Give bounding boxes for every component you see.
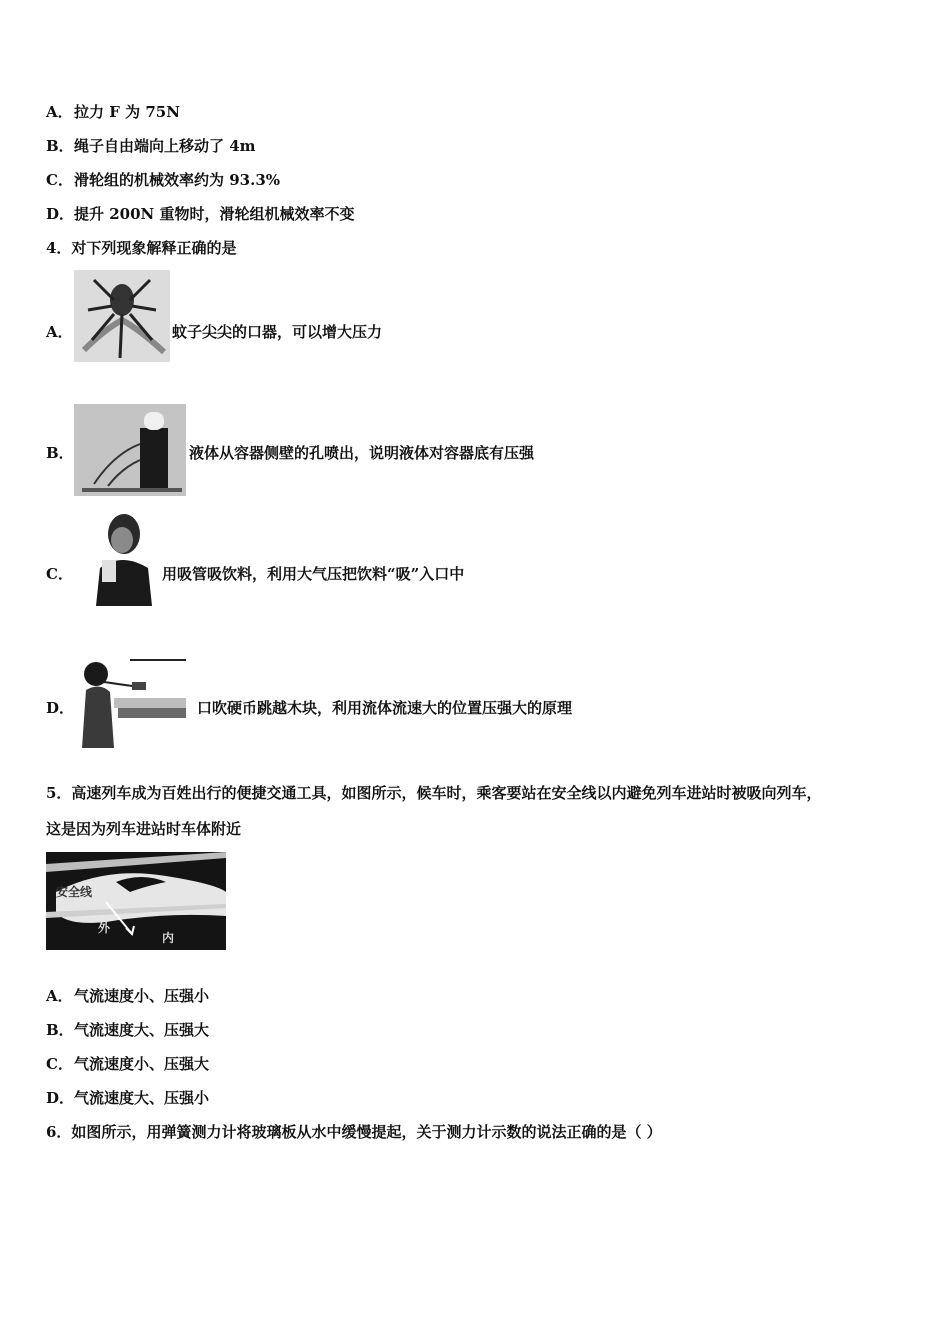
q3-option-d: D．提升 200N 重物时，滑轮组机械效率不变 (46, 205, 355, 223)
safety-line-label: 安全线 (56, 885, 93, 899)
q4-option-c-letter: C． (46, 565, 73, 583)
q5-option-b: B．气流速度大、压强大 (46, 1021, 210, 1039)
q3-option-b: B．绳子自由端向上移动了 4m (46, 137, 256, 155)
q4-option-a-text: 蚊子尖尖的口器，可以增大压力 (172, 323, 383, 341)
q6-stem: 6．如图所示，用弹簧测力计将玻璃板从水中缓慢提起，关于测力计示数的说法正确的是（ ） (46, 1123, 662, 1141)
q4-option-c-text: 用吸管吸饮料，利用大气压把饮料“吸”入口中 (162, 565, 465, 583)
q4-stem: 4．对下列现象解释正确的是 (46, 239, 237, 257)
q5-stem-line1: 5．高速列车成为百姓出行的便捷交通工具，如图所示，候车时，乘客要站在安全线以内避免列车进站时被吸向列车， (46, 784, 822, 802)
train-platform-figure (46, 852, 226, 950)
blow-coin-figure (74, 656, 188, 748)
q5-stem-line2: 这是因为列车进站时车体附近 (46, 820, 242, 838)
q4-option-b-text: 液体从容器侧壁的孔喷出，说明液体对容器底有压强 (189, 444, 535, 462)
outer-label: 外 (98, 921, 111, 935)
q4-option-b-letter: B． (46, 444, 74, 462)
q4-option-d-text: 口吹硬币跳越木块，利用流体流速大的位置压强大的原理 (197, 699, 573, 717)
q4-option-d-letter: D． (46, 699, 75, 717)
inner-label: 内 (162, 931, 175, 945)
mosquito-figure (74, 270, 170, 362)
q5-option-d: D．气流速度大、压强小 (46, 1089, 210, 1107)
q5-option-c: C．气流速度小、压强大 (46, 1055, 210, 1073)
q4-option-a-letter: A． (46, 323, 73, 341)
liquid-container-figure (74, 404, 186, 496)
q3-option-a: A．拉力 F 为 75N (46, 103, 180, 121)
q5-option-a: A．气流速度小、压强小 (46, 987, 210, 1005)
boy-drinking-figure (82, 512, 156, 606)
q3-option-c: C．滑轮组的机械效率约为 93.3% (46, 171, 281, 189)
